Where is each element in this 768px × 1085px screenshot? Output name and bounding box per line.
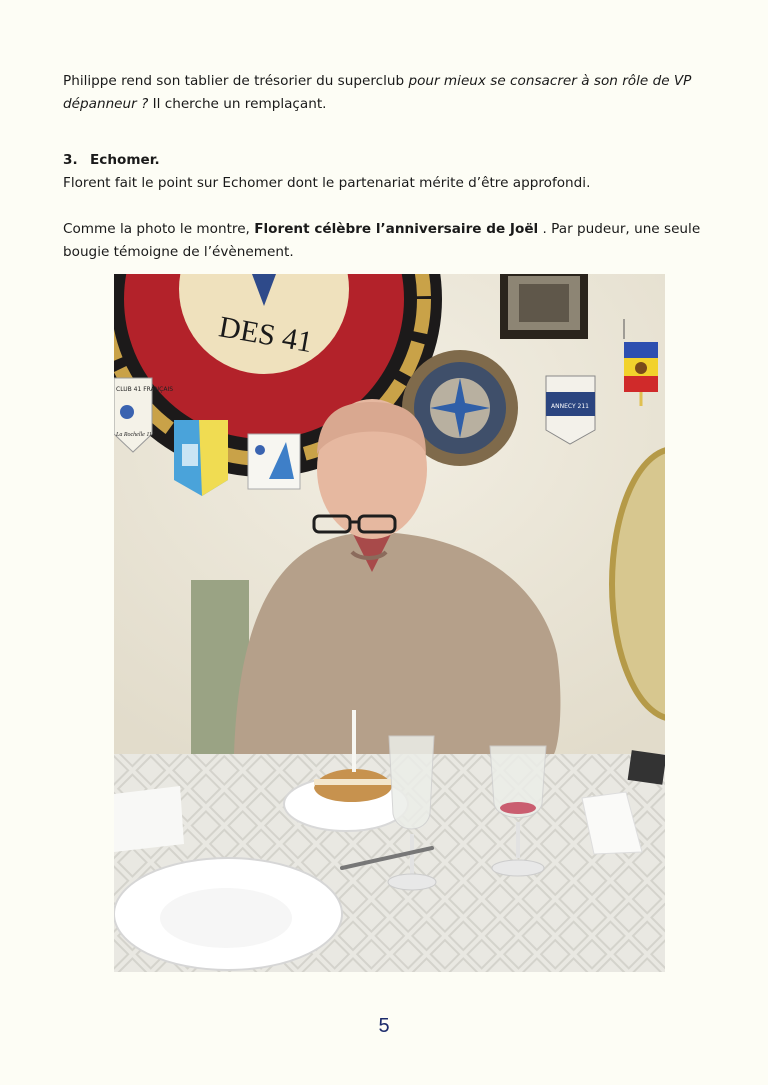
paragraph-text-end: . Par pudeur, une seule bougie témoigne de l’évènement. <box>63 221 701 260</box>
section-heading <box>63 149 723 172</box>
paragraph-italic-text: pour mieux se consacrer à son rôle de VP dépanneur ? <box>63 73 692 112</box>
yellow-pennant <box>174 420 228 496</box>
paragraph-tresorier <box>63 70 723 116</box>
page-number: 5 <box>378 1015 390 1037</box>
paragraph-text: Comme la photo le montre, <box>63 221 255 237</box>
sail-pennant <box>248 434 300 489</box>
framed-picture <box>500 274 588 339</box>
pennant-club-text: CLUB 41 FRANÇAIS <box>116 386 174 393</box>
paragraph-text: Philippe rend son tablier de trésorier du superclub <box>63 73 409 89</box>
paragraph-echomer: Florent fait le point sur Echomer dont le partenariat mérite d’être approfondi. <box>63 175 591 191</box>
annecy-pennant <box>546 376 595 444</box>
birthday-photo <box>114 274 665 972</box>
section-title: Echomer. <box>90 152 160 168</box>
empty-plate <box>114 858 342 970</box>
emblem-text: DES 41 <box>216 310 315 360</box>
pennant-rochelle-text: La Rochelle 117 <box>116 432 155 438</box>
paragraph-bold-text: Florent célèbre l’anniversaire de Joël <box>254 221 539 237</box>
pennant-annecy-text: ANNECY 211 <box>551 403 589 410</box>
paragraph-text-end: Il cherche un remplaçant. <box>148 96 327 112</box>
paragraph-anniversaire <box>63 218 723 264</box>
section-number: 3. <box>63 152 78 168</box>
